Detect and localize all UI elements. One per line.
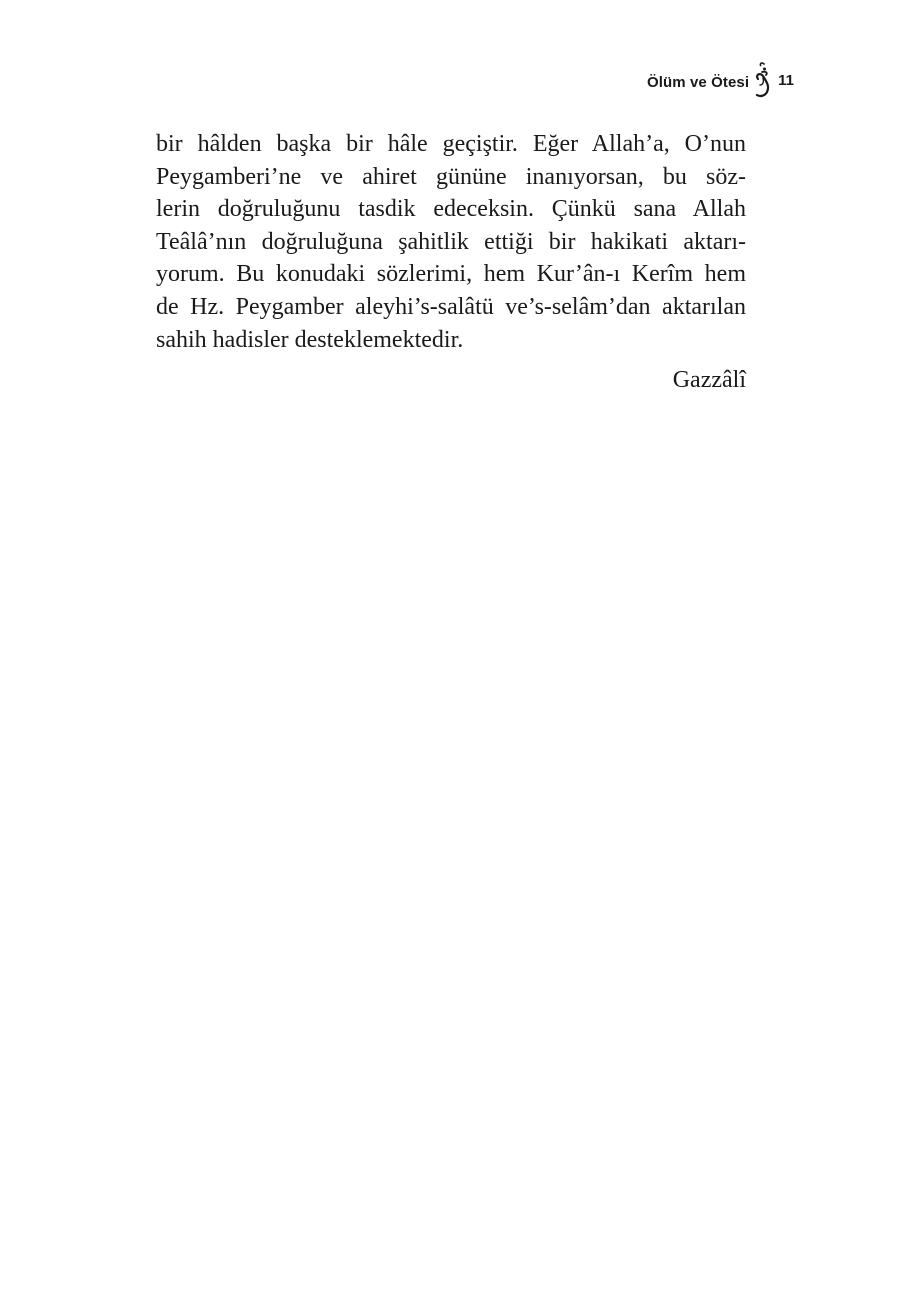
calligraphy-ornament-icon [752, 58, 774, 98]
paragraph-line: Teâlâ’nın doğruluğuna şahitlik ettiği bir hakikati aktarı- [156, 228, 746, 255]
paragraph-line: yorum. Bu konudaki sözlerimi, hem Kur’ân-ı Kerîm hem [156, 261, 746, 288]
paragraph-line: bir hâlden başka bir hâle geçiştir. Eğer Allah’a, O’nun [156, 131, 746, 157]
main-text [156, 128, 746, 397]
paragraph-line: sahih hadisler desteklemektedir. [156, 326, 464, 353]
running-header-title: Ölüm ve Ötesi [646, 73, 750, 91]
author-signature: Gazzâlî [672, 367, 746, 394]
paragraph-line: de Hz. Peygamber aleyhi’s-salâtü ve’s-selâm’dan aktarılan [156, 293, 746, 320]
paragraph-line: lerin doğruluğunu tasdik edeceksin. Çünkü sana Allah [156, 196, 746, 223]
paragraph-line: Peygamberi’ne ve ahiret gününe inanıyorsan, bu söz- [156, 163, 746, 190]
page-number: 11 [778, 71, 794, 89]
running-header [647, 58, 794, 98]
body-paragraph [156, 128, 746, 356]
